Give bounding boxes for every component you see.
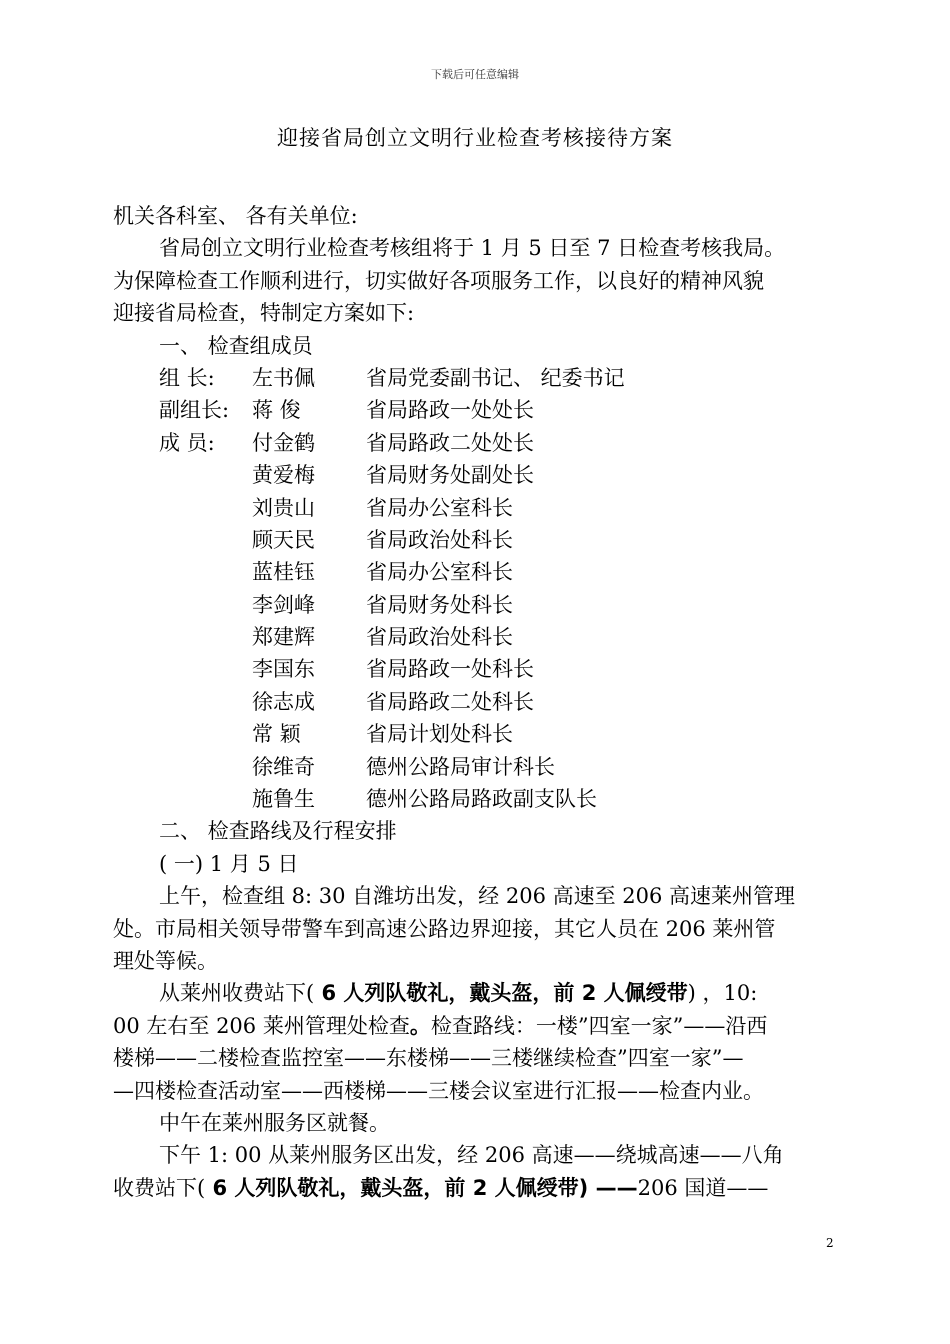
salutation: 机关各科室、 各有关单位: xyxy=(113,204,358,228)
member-row xyxy=(113,621,841,653)
member-role xyxy=(113,653,252,685)
member-row xyxy=(113,589,841,621)
member-name: 施鲁生 xyxy=(252,787,315,812)
member-row xyxy=(113,524,841,556)
member-title: 省局财务处科长 xyxy=(366,592,513,617)
route-line-2-bold: 。 xyxy=(409,1013,431,1038)
route-line-1-bold: 6 人列队敬礼，戴头盔，前 2 人佩绶带 xyxy=(314,981,688,1006)
member-role: 组 长: xyxy=(159,365,215,390)
route-line-4: —四楼检查活动室——西楼梯——三楼会议室进行汇报——检查内业。 xyxy=(113,1078,764,1103)
member-row xyxy=(113,783,841,815)
member-role xyxy=(113,492,252,524)
member-title: 省局办公室科长 xyxy=(366,495,513,520)
member-name: 刘贵山 xyxy=(252,495,315,520)
member-role xyxy=(113,589,252,621)
route-line-1 xyxy=(113,977,841,1009)
member-row xyxy=(113,362,841,394)
noon-line: 中午在莱州服务区就餐。 xyxy=(159,1110,390,1135)
member-title: 省局路政二处科长 xyxy=(366,689,534,714)
member-row xyxy=(113,751,841,783)
member-title: 省局党委副书记、 纪委书记 xyxy=(366,365,625,390)
member-row xyxy=(113,459,841,491)
member-row xyxy=(113,556,841,588)
intro-line-1: 省局创立文明行业检查考核组将于 1 月 5 日至 7 日检查考核我局。 xyxy=(159,236,786,261)
afternoon-line-2 xyxy=(113,1172,841,1204)
member-row xyxy=(113,492,841,524)
section-heading-route: 二、 检查路线及行程安排 xyxy=(159,819,397,844)
member-title: 省局路政二处处长 xyxy=(366,430,534,455)
member-role xyxy=(113,686,252,718)
member-name: 蓝桂钰 xyxy=(252,560,315,585)
afternoon-line-1: 下午 1: 00 从莱州服务区出发，经 206 高速——绕城高速——八角 xyxy=(159,1143,784,1168)
document-body xyxy=(113,200,841,1204)
member-row xyxy=(113,427,841,459)
member-role xyxy=(113,621,252,653)
member-name: 左书佩 xyxy=(252,365,315,390)
morning-line-1: 上午，检查组 8: 30 自潍坊出发，经 206 高速至 206 高速莱州管理 xyxy=(159,884,796,909)
member-role: 副组长: xyxy=(159,398,230,423)
member-title: 省局路政一处科长 xyxy=(366,657,534,682)
member-row xyxy=(113,394,841,426)
member-name: 蒋 俊 xyxy=(252,398,301,423)
route-line-1-text-a: 从莱州收费站下( xyxy=(159,981,315,1006)
member-title: 德州公路局审计科长 xyxy=(366,754,555,779)
afternoon-line-2-text-a: 收费站下( xyxy=(113,1175,206,1200)
intro-line-3: 迎接省局检查，特制定方案如下: xyxy=(113,301,415,326)
member-name: 徐维奇 xyxy=(252,754,315,779)
header-note: 下载后可任意编辑 xyxy=(431,68,519,81)
route-line-2 xyxy=(113,1010,841,1042)
member-row xyxy=(113,686,841,718)
route-line-2-text-a: 00 左右至 206 莱州管理处检查 xyxy=(113,1013,410,1038)
member-name: 李剑峰 xyxy=(252,592,315,617)
member-role xyxy=(113,718,252,750)
afternoon-line-2-bold: 6 人列队敬礼，戴头盔，前 2 人佩绶带) —— xyxy=(205,1175,638,1200)
member-role xyxy=(113,524,252,556)
subsection-day-1: ( 一) 1 月 5 日 xyxy=(159,851,299,876)
member-title: 省局财务处副处长 xyxy=(366,463,534,488)
afternoon-line-2-text-b: 206 国道—— xyxy=(637,1175,769,1200)
member-name: 黄爱梅 xyxy=(252,463,315,488)
morning-line-2: 处。市局相关领导带警车到高速公路边界迎接，其它人员在 206 莱州管 xyxy=(113,916,776,941)
member-title: 德州公路局路政副支队长 xyxy=(366,787,597,812)
member-title: 省局办公室科长 xyxy=(366,560,513,585)
member-role xyxy=(113,751,252,783)
member-list xyxy=(113,362,841,815)
member-row xyxy=(113,718,841,750)
page-number: 2 xyxy=(826,1236,834,1250)
member-title: 省局计划处科长 xyxy=(366,722,513,747)
member-title: 省局政治处科长 xyxy=(366,625,513,650)
member-role xyxy=(113,783,252,815)
member-title: 省局政治处科长 xyxy=(366,527,513,552)
member-role xyxy=(113,459,252,491)
document-title: 迎接省局创立文明行业检查考核接待方案 xyxy=(277,126,673,150)
intro-line-2: 为保障检查工作顺利进行，切实做好各项服务工作，以良好的精神风貌 xyxy=(113,268,764,293)
member-role xyxy=(113,556,252,588)
member-name: 常 颖 xyxy=(252,722,301,747)
route-line-3: 楼梯——二楼检查监控室——东楼梯——三楼继续检查”四室一家”— xyxy=(113,1046,744,1071)
member-name: 付金鹤 xyxy=(252,430,315,455)
member-name: 徐志成 xyxy=(252,689,315,714)
member-title: 省局路政一处处长 xyxy=(366,398,534,423)
route-line-2-text-b: 检查路线：一楼”四室一家”——沿西 xyxy=(430,1013,768,1038)
section-heading-members: 一、 检查组成员 xyxy=(159,333,313,358)
member-row xyxy=(113,653,841,685)
member-role: 成 员: xyxy=(159,430,215,455)
member-name: 郑建辉 xyxy=(252,625,315,650)
route-line-1-text-b: ) ，10: xyxy=(687,981,758,1006)
morning-line-3: 理处等候。 xyxy=(113,948,218,973)
member-name: 顾天民 xyxy=(252,527,315,552)
member-name: 李国东 xyxy=(252,657,315,682)
